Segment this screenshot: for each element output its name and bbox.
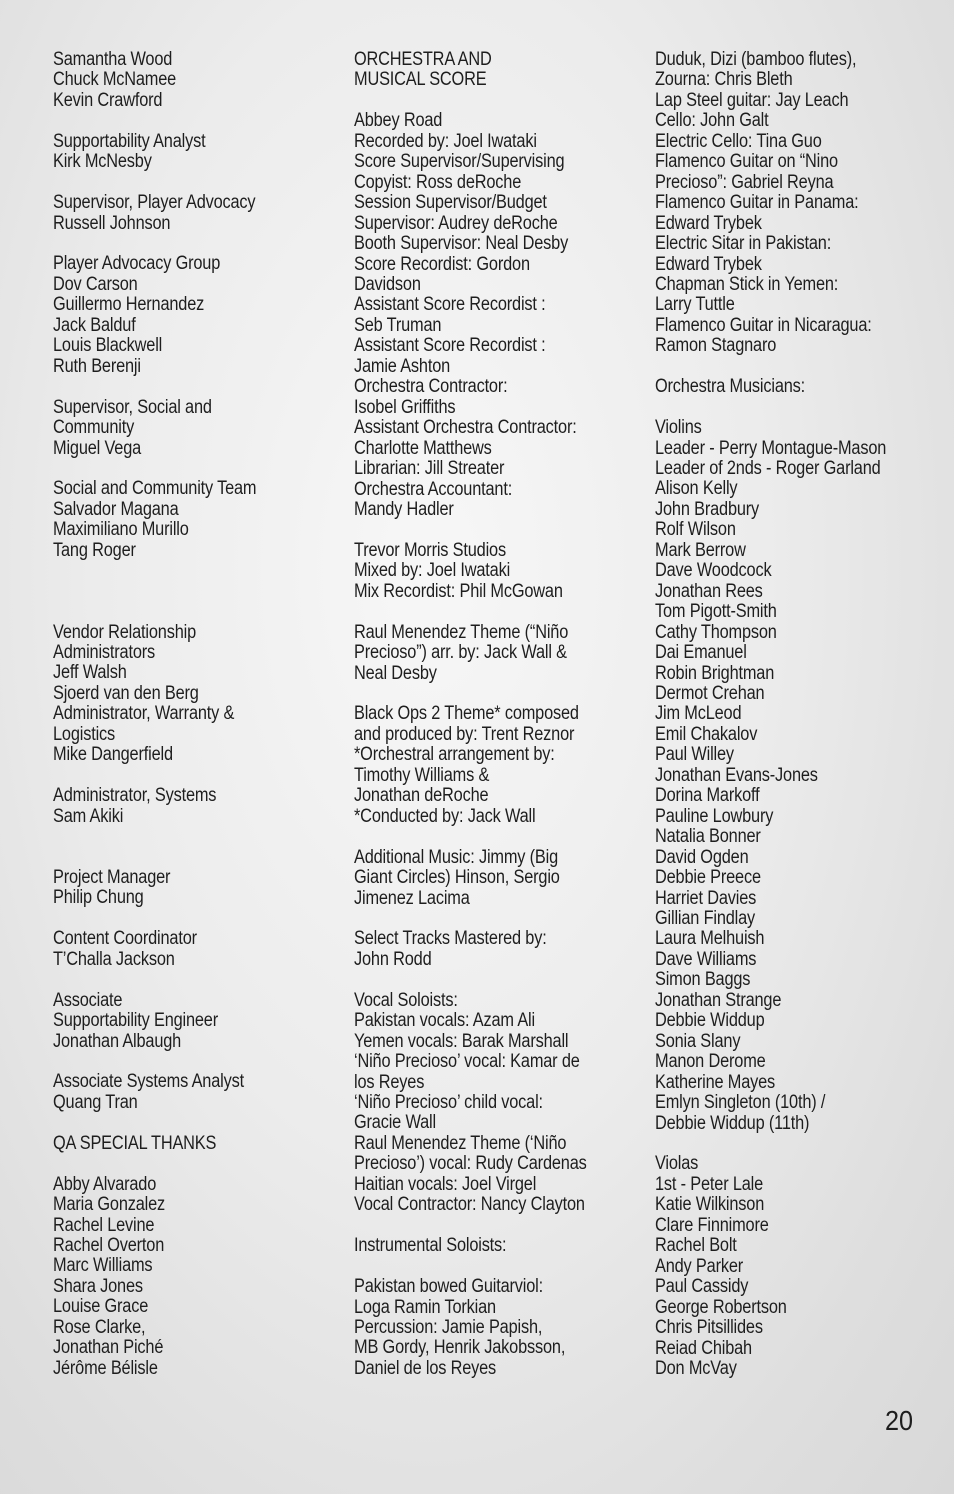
credit-line: MB Gordy, Henrik Jakobsson, [354, 1337, 566, 1359]
credit-line: Andy Parker [655, 1255, 744, 1277]
credit-line: Katie Wilkinson [655, 1194, 765, 1216]
credit-line: Logistics [53, 723, 116, 745]
credit-line: T’Challa Jackson [53, 948, 175, 970]
credit-line: Clare Finnimore [655, 1214, 769, 1236]
credit-line: Dai Emanuel [655, 642, 747, 664]
credit-line: Katherine Mayes [655, 1071, 776, 1093]
credit-line: Supportability Engineer [53, 1010, 218, 1032]
credit-line: Trevor Morris Studios [354, 539, 506, 561]
credit-line: Session Supervisor/Budget [354, 192, 547, 214]
credit-line: Dorina Markoff [655, 785, 760, 807]
credit-line: Vocal Contractor: Nancy Clayton [354, 1194, 585, 1216]
credit-line: Kirk McNesby [53, 151, 152, 173]
credit-line: David Ogden [655, 846, 749, 868]
credit-line: Vocal Soloists: [354, 989, 458, 1011]
credit-line: Daniel de los Reyes [354, 1357, 497, 1379]
credit-line: Maximiliano Murillo [53, 519, 189, 541]
credits-column-2 [354, 50, 587, 1379]
credit-line [53, 377, 256, 397]
credit-line: Vendor Relationship [53, 621, 196, 643]
credit-line: Cathy Thompson [655, 621, 777, 643]
credit-line [354, 827, 587, 847]
credit-line: Instrumental Soloists: [354, 1235, 507, 1257]
credit-line: Rachel Levine [53, 1214, 155, 1236]
credit-line: Administrator, Warranty & [53, 703, 235, 725]
credit-line: Lap Steel guitar: Jay Leach [655, 89, 849, 111]
credit-line: Gracie Wall [354, 1112, 436, 1134]
credit-line: John Bradbury [655, 498, 760, 520]
credit-line: MUSICAL SCORE [354, 69, 487, 91]
credit-line [655, 398, 886, 418]
credit-line: Natalia Bonner [655, 826, 761, 848]
credit-line [655, 357, 886, 377]
credit-line: George Robertson [655, 1296, 787, 1318]
credit-line: Harriet Davies [655, 887, 757, 909]
credit-line: los Reyes [354, 1071, 425, 1093]
credit-line: Score Recordist: Gordon [354, 253, 530, 275]
credit-line: Recorded by: Joel Iwataki [354, 130, 537, 152]
credit-line: Emlyn Singleton (10th) / [655, 1092, 826, 1114]
credit-line: Chapman Stick in Yemen: [655, 273, 839, 295]
credit-line: Laura Melhuish [655, 928, 765, 950]
credit-line: Jimenez Lacima [354, 887, 470, 909]
credit-line: Jonathan Piché [53, 1337, 164, 1359]
credit-line: Rolf Wilson [655, 519, 736, 541]
credit-line [53, 909, 256, 929]
credit-line: Orchestra Musicians: [655, 376, 806, 398]
credit-line [53, 561, 256, 581]
credit-line: 1st - Peter Lale [655, 1173, 764, 1195]
credit-line: Debbie Preece [655, 867, 761, 889]
credit-line: Larry Tuttle [655, 294, 735, 316]
credit-line [53, 602, 256, 622]
credit-line: *Conducted by: Jack Wall [354, 805, 536, 827]
credit-line: Salvador Magana [53, 498, 179, 520]
credit-line: Flamenco Guitar on “Nino [655, 151, 838, 173]
credit-line: Zourna: Chris Bleth [655, 69, 793, 91]
credit-line: Percussion: Jamie Papish, [354, 1316, 543, 1338]
credit-line: Supervisor, Social and [53, 396, 212, 418]
credit-line: Dave Woodcock [655, 560, 772, 582]
credit-line [354, 909, 587, 929]
credit-line: Orchestra Contractor: [354, 376, 508, 398]
credit-line: Mixed by: Joel Iwataki [354, 560, 511, 582]
credit-line: Jamie Ashton [354, 355, 451, 377]
credit-line: Yemen vocals: Barak Marshall [354, 1030, 569, 1052]
credits-column-3 [655, 50, 886, 1379]
credit-line: Administrators [53, 642, 156, 664]
credit-line: Rachel Bolt [655, 1235, 737, 1257]
credit-line: Ramon Stagnaro [655, 335, 777, 357]
credit-line: Assistant Score Recordist : [354, 294, 546, 316]
credit-line: Administrator, Systems [53, 785, 217, 807]
credit-line: Copyist: Ross deRoche [354, 171, 522, 193]
credit-line: Score Supervisor/Supervising [354, 151, 565, 173]
credit-line [354, 91, 587, 111]
credit-line: Giant Circles) Hinson, Sergio [354, 867, 560, 889]
credit-line [53, 827, 256, 847]
credit-line: Alison Kelly [655, 478, 738, 500]
credit-line: Timothy Williams & [354, 764, 490, 786]
credit-line: Dov Carson [53, 273, 138, 295]
credit-line: Raul Menendez Theme (“Niño [354, 621, 569, 643]
credit-line: Seb Truman [354, 314, 442, 336]
credit-line: Pakistan bowed Guitarviol: [354, 1276, 543, 1298]
credit-line: Philip Chung [53, 887, 144, 909]
credit-line: Manon Derome [655, 1051, 766, 1073]
credit-line: Assistant Orchestra Contractor: [354, 417, 577, 439]
credit-line: Loga Ramin Torkian [354, 1296, 496, 1318]
credit-line [354, 602, 587, 622]
credit-line: Flamenco Guitar in Panama: [655, 192, 859, 214]
credit-line: Haitian vocals: Joel Virgel [354, 1173, 537, 1195]
credit-line [655, 1134, 886, 1154]
credit-line [354, 970, 587, 990]
credit-line: John Rodd [354, 948, 432, 970]
credit-line: and produced by: Trent Reznor [354, 723, 575, 745]
credit-line: Precioso”: Gabriel Reyna [655, 171, 834, 193]
credit-line: Chuck McNamee [53, 69, 177, 91]
credit-line: ‘Niño Precioso’ vocal: Kamar de [354, 1051, 580, 1073]
credit-line: Paul Cassidy [655, 1276, 749, 1298]
credit-line: Emil Chakalov [655, 723, 758, 745]
credit-line: Sonia Slany [655, 1030, 741, 1052]
credit-line: Simon Baggs [655, 969, 751, 991]
credit-line: Reiad Chibah [655, 1337, 752, 1359]
credit-line: Gillian Findlay [655, 908, 756, 929]
credit-line: Kevin Crawford [53, 89, 163, 111]
credit-line: Dermot Crehan [655, 683, 765, 705]
credit-line: Duduk, Dizi (bamboo flutes), [655, 49, 857, 70]
credit-line: Content Coordinator [53, 928, 197, 950]
credit-line: Player Advocacy Group [53, 253, 221, 275]
credit-line: Community [53, 417, 135, 439]
credit-line: Miguel Vega [53, 437, 142, 459]
credit-line: Mandy Hadler [354, 498, 454, 520]
credit-line [354, 1257, 587, 1277]
credit-line: Mix Recordist: Phil McGowan [354, 580, 563, 602]
credit-line: Abbey Road [354, 110, 443, 132]
credit-line: Rose Clarke, [53, 1316, 146, 1338]
credit-line: Additional Music: Jimmy (Big [354, 846, 559, 868]
credit-line: Debbie Widdup (11th) [655, 1112, 810, 1134]
credit-line [53, 970, 256, 990]
credit-line: Debbie Widdup [655, 1010, 765, 1032]
credit-line: Assistant Score Recordist : [354, 335, 546, 357]
credit-line: Jack Balduf [53, 314, 136, 336]
credit-line: Leader - Perry Montague-Mason [655, 437, 887, 459]
credit-line: Quang Tran [53, 1091, 138, 1113]
credit-line [354, 1216, 587, 1236]
credit-line: Pakistan vocals: Azam Ali [354, 1010, 535, 1032]
credit-line: Tom Pigott-Smith [655, 601, 777, 623]
credit-line [53, 766, 256, 786]
credit-line: Paul Willey [655, 744, 734, 766]
credit-line: Sjoerd van den Berg [53, 682, 199, 704]
credit-line: Mark Berrow [655, 539, 746, 561]
credit-line [53, 459, 256, 479]
credit-line: Supervisor, Player Advocacy [53, 192, 256, 214]
credit-line [53, 1113, 256, 1133]
credit-line [354, 520, 587, 540]
credit-line: Maria Gonzalez [53, 1194, 166, 1216]
credit-line: Dave Williams [655, 948, 757, 970]
credit-line: Jonathan deRoche [354, 785, 489, 807]
credit-line: Select Tracks Mastered by: [354, 928, 547, 950]
credits-column-1 [53, 50, 256, 1379]
credit-line: Edward Trybek [655, 253, 762, 275]
credit-line: Jeff Walsh [53, 662, 127, 684]
credit-line: Ruth Berenji [53, 355, 141, 377]
credit-line: Robin Brightman [655, 662, 775, 684]
credit-line: Marc Williams [53, 1255, 153, 1277]
credit-line: Charlotte Matthews [354, 437, 492, 459]
credit-line: Electric Cello: Tina Guo [655, 130, 822, 152]
credit-line: Violas [655, 1153, 699, 1175]
credit-line: ‘Niño Precioso’ child vocal: [354, 1092, 543, 1113]
credit-line: Jonathan Strange [655, 989, 782, 1011]
credit-line: Supervisor: Audrey deRoche [354, 212, 558, 234]
credit-line: Sam Akiki [53, 805, 124, 827]
credit-line [53, 1052, 256, 1072]
credit-line: Neal Desby [354, 662, 437, 684]
credit-line: Raul Menendez Theme (‘Niño [354, 1132, 567, 1154]
credit-line: Booth Supervisor: Neal Desby [354, 233, 569, 255]
credit-line: Precioso’) vocal: Rudy Cardenas [354, 1153, 587, 1175]
credit-line: Abby Alvarado [53, 1173, 157, 1195]
credit-line [53, 848, 256, 868]
credit-line: Violins [655, 417, 702, 439]
credit-line: ORCHESTRA AND [354, 49, 492, 70]
credit-line: Edward Trybek [655, 212, 762, 234]
credit-line: Black Ops 2 Theme* composed [354, 703, 579, 725]
credit-line: Samantha Wood [53, 49, 173, 70]
credit-line: Chris Pitsillides [655, 1317, 763, 1339]
credit-line [53, 111, 256, 131]
credit-line: Jonathan Evans-Jones [655, 764, 818, 786]
credit-line: Associate [53, 989, 123, 1011]
credit-line: *Orchestral arrangement by: [354, 744, 555, 766]
credit-line [354, 684, 587, 704]
credit-line: Flamenco Guitar in Nicaragua: [655, 314, 872, 336]
credit-line: Supportability Analyst [53, 130, 206, 152]
credit-line [53, 173, 256, 193]
credit-line: Project Manager [53, 866, 171, 888]
credit-line: QA SPECIAL THANKS [53, 1132, 217, 1154]
credit-line: Isobel Griffiths [354, 396, 456, 418]
credit-line: Mike Dangerfield [53, 744, 173, 766]
credit-line: Jonathan Albaugh [53, 1030, 182, 1052]
credit-line: Jonathan Rees [655, 580, 763, 602]
credit-line: Jérôme Bélisle [53, 1357, 158, 1379]
credit-line [53, 234, 256, 254]
credit-line: Shara Jones [53, 1275, 143, 1297]
credit-line: Social and Community Team [53, 478, 257, 500]
credit-line: Electric Sitar in Pakistan: [655, 233, 832, 255]
credit-line: Cello: John Galt [655, 110, 769, 132]
credit-line [53, 582, 256, 602]
credit-line: Rachel Overton [53, 1235, 165, 1257]
credit-line: Tang Roger [53, 539, 136, 561]
credit-line: Louise Grace [53, 1296, 149, 1318]
credit-line: Leader of 2nds - Roger Garland [655, 458, 881, 480]
credit-line: Librarian: Jill Streater [354, 458, 505, 480]
credit-line: Louis Blackwell [53, 335, 163, 357]
credit-line: Don McVay [655, 1357, 737, 1379]
credit-line: Pauline Lowbury [655, 805, 774, 827]
credit-line: Davidson [354, 273, 421, 295]
credit-line: Orchestra Accountant: [354, 478, 513, 500]
credit-line: Guillermo Hernandez [53, 294, 205, 316]
credit-line: Precioso”) arr. by: Jack Wall & [354, 642, 567, 664]
page-number: 20 [884, 1405, 913, 1436]
credit-line: Russell Johnson [53, 212, 171, 234]
credit-line: Associate Systems Analyst [53, 1071, 244, 1093]
credit-line [53, 1154, 256, 1174]
credit-line: Jim McLeod [655, 703, 742, 725]
